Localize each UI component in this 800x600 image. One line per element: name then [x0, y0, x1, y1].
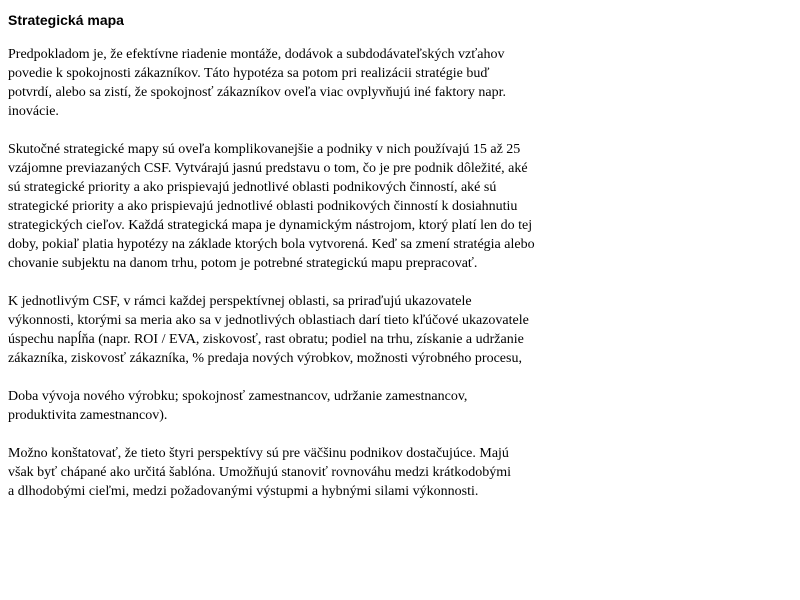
paragraph-line: a dlhodobými cieľmi, medzi požadovanými výstupmi a hybnými silami výkonnosti. — [8, 484, 479, 499]
paragraph-line: Skutočné strategické mapy sú oveľa komplikovanejšie a podniky v nich používajú 15 až 25 — [8, 142, 521, 157]
paragraph-line: inovácie. — [8, 104, 59, 119]
paragraph-line: strategické priority a ako prispievajú jednotlivé oblasti podnikových činností k dosiahnutiu — [8, 199, 518, 214]
paragraph-2 — [8, 140, 800, 273]
paragraph-line: úspechu napĺňa (napr. ROI / EVA, ziskovosť, rast obratu; podiel na trhu, získanie a udržanie — [8, 332, 524, 347]
paragraph-line: vzájomne previazaných CSF. Vytvárajú jasnú predstavu o tom, čo je pre podnik dôležité, aké — [8, 161, 528, 176]
document-title: Strategická mapa — [8, 12, 124, 28]
paragraph-1 — [8, 45, 800, 121]
paragraph-4 — [8, 387, 800, 425]
paragraph-line: sú strategické priority a ako prispievajú jednotlivé oblasti podnikových činností, aké sú — [8, 180, 497, 195]
paragraph-line: však byť chápané ako určitá šablóna. Umožňujú stanoviť rovnováhu medzi krátkodobými — [8, 465, 512, 480]
paragraph-line: strategických cieľov. Každá strategická mapa je dynamickým nástrojom, ktorý platí len do tej — [8, 218, 533, 233]
paragraph-line: povedie k spokojnosti zákazníkov. Táto hypotéza sa potom pri realizácii stratégie buď — [8, 66, 490, 81]
paragraph-line: chovanie subjektu na danom trhu, potom je potrebné strategickú mapu prepracovať. — [8, 256, 478, 271]
paragraph-line: Doba vývoja nového výrobku; spokojnosť zamestnancov, udržanie zamestnancov, — [8, 389, 468, 404]
paragraph-line: výkonnosti, ktorými sa meria ako sa v jednotlivých oblastiach darí tieto kľúčové ukazovatele — [8, 313, 529, 328]
paragraph-line: doby, pokiaľ platia hypotézy na základe ktorých bola vytvorená. Keď sa zmení stratégia alebo — [8, 237, 535, 252]
paragraph-line: Možno konštatovať, že tieto štyri perspektívy sú pre väčšinu podnikov dostačujúce. Majú — [8, 446, 509, 461]
paragraph-line: potvrdí, alebo sa zistí, že spokojnosť zákazníkov oveľa viac ovplyvňujú iné faktory napr. — [8, 85, 507, 100]
paragraph-line: produktivita zamestnancov). — [8, 408, 168, 423]
paragraph-3 — [8, 292, 800, 368]
paragraph-5 — [8, 444, 800, 501]
paragraph-line: K jednotlivým CSF, v rámci každej perspektívnej oblasti, sa priraďujú ukazovatele — [8, 294, 472, 309]
paragraph-line: Predpokladom je, že efektívne riadenie montáže, dodávok a subdodávateľských vzťahov — [8, 47, 505, 62]
paragraph-line: zákazníka, ziskovosť zákazníka, % predaja nových výrobkov, možnosti výrobného procesu, — [8, 351, 522, 366]
